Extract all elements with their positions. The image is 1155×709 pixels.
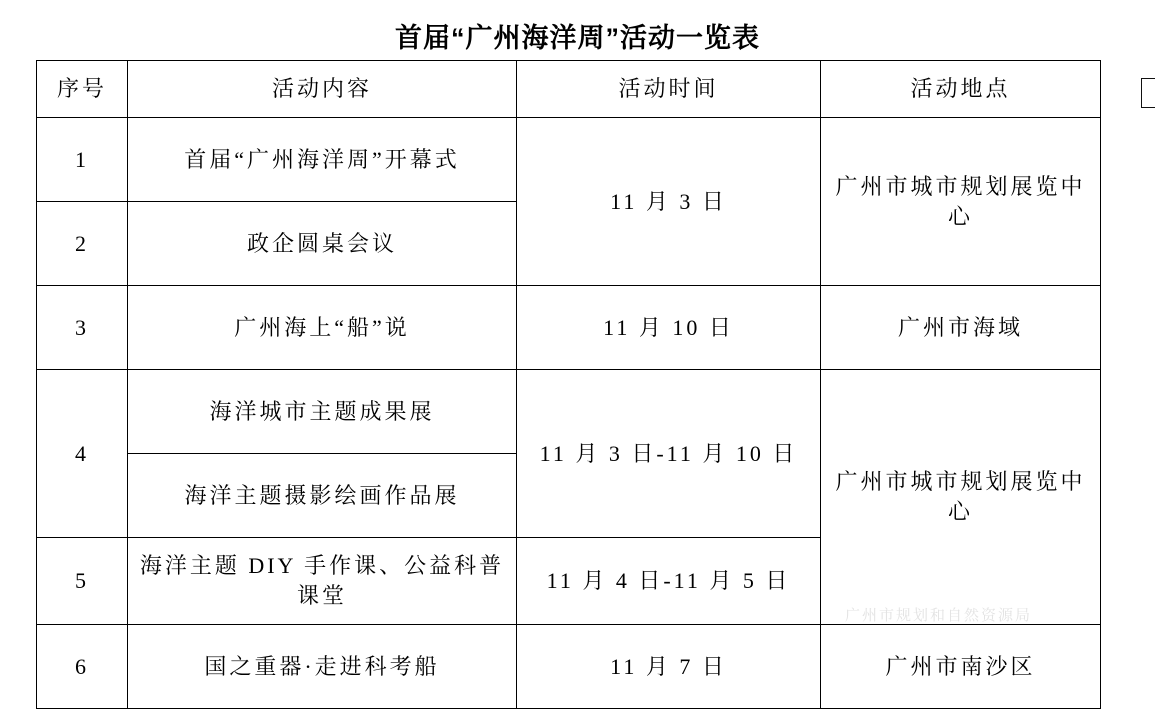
cell-no: 1	[37, 118, 128, 202]
cell-no: 6	[37, 625, 128, 709]
table-row	[37, 625, 1101, 709]
table-row	[37, 370, 1101, 454]
cell-content: 广州海上“船”说	[128, 286, 517, 370]
cell-time: 11 月 4 日-11 月 5 日	[517, 538, 821, 625]
cell-no: 5	[37, 538, 128, 625]
cell-time: 11 月 7 日	[517, 625, 821, 709]
page-title: 首届“广州海洋周”活动一览表	[395, 23, 760, 53]
cell-content: 海洋城市主题成果展	[128, 370, 517, 454]
column-header-place: 活动地点	[821, 61, 1101, 118]
cell-time: 11 月 10 日	[517, 286, 821, 370]
cell-time: 11 月 3 日-11 月 10 日	[517, 370, 821, 538]
cell-content: 海洋主题摄影绘画作品展	[128, 454, 517, 538]
table-header	[37, 61, 1101, 118]
cell-content: 政企圆桌会议	[128, 202, 517, 286]
table-header-row	[37, 61, 1101, 118]
cell-place: 广州市南沙区	[821, 625, 1101, 709]
cell-place: 广州市城市规划展览中心	[821, 370, 1101, 625]
column-header-time: 活动时间	[517, 61, 821, 118]
watermark: 广州市规划和自然资源局	[845, 607, 1033, 624]
cell-place: 广州市城市规划展览中心	[821, 118, 1101, 286]
table-row	[37, 118, 1101, 202]
column-header-content: 活动内容	[128, 61, 517, 118]
column-header-no: 序号	[37, 61, 128, 118]
cell-no: 2	[37, 202, 128, 286]
cell-no: 3	[37, 286, 128, 370]
cell-time: 11 月 3 日	[517, 118, 821, 286]
cell-content: 国之重器·走进科考船	[128, 625, 517, 709]
cell-content: 海洋主题 DIY 手作课、公益科普课堂	[128, 538, 517, 625]
cell-no: 4	[37, 370, 128, 538]
table-row	[37, 286, 1101, 370]
cell-content: 首届“广州海洋周”开幕式	[128, 118, 517, 202]
margin-marker	[1141, 78, 1155, 108]
cell-place: 广州市海域	[821, 286, 1101, 370]
